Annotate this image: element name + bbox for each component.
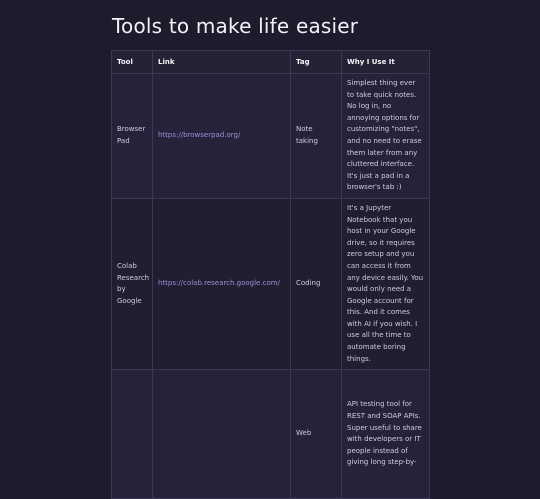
column-header-tool: Tool [112,51,153,74]
tool-tag: Note taking [291,74,342,199]
tool-tag: Coding [291,198,342,369]
column-header-why: Why I Use It [342,51,430,74]
table-header-row [112,51,430,74]
column-header-link: Link [153,51,291,74]
table-row [112,370,430,499]
tool-link-cell [153,74,291,199]
table-row [112,198,430,369]
tool-description: Simplest thing ever to take quick notes. No log in, no annoying options for customizing "notes", and no need to erase them later from any cluttered interface. It's just a pad in a browser's tab :) [342,74,430,199]
page-title: Tools to make life easier [112,14,359,38]
tool-tag: Web [291,370,342,499]
column-header-tag: Tag [291,51,342,74]
tool-link-cell [153,198,291,369]
tools-table [111,50,430,499]
tool-description: It's a Jupyter Notebook that you host in your Google drive, so it requires zero setup and you can access it from any device easily. You would only need a Google account for this. And it comes with AI if you wish. I use all the time to automate boring things. [342,198,430,369]
tool-link[interactable]: https://browserpad.org/ [158,131,241,140]
tool-name: Browser Pad [112,74,153,199]
tool-name: Colab Research by Google [112,198,153,369]
tool-description: API testing tool for REST and SOAP APIs. Super useful to share with developers or IT people instead of giving long step-by- [342,370,430,499]
tool-link-cell [153,370,291,499]
tool-name [112,370,153,499]
table-row [112,74,430,199]
tool-link[interactable]: https://colab.research.google.com/ [158,279,280,288]
